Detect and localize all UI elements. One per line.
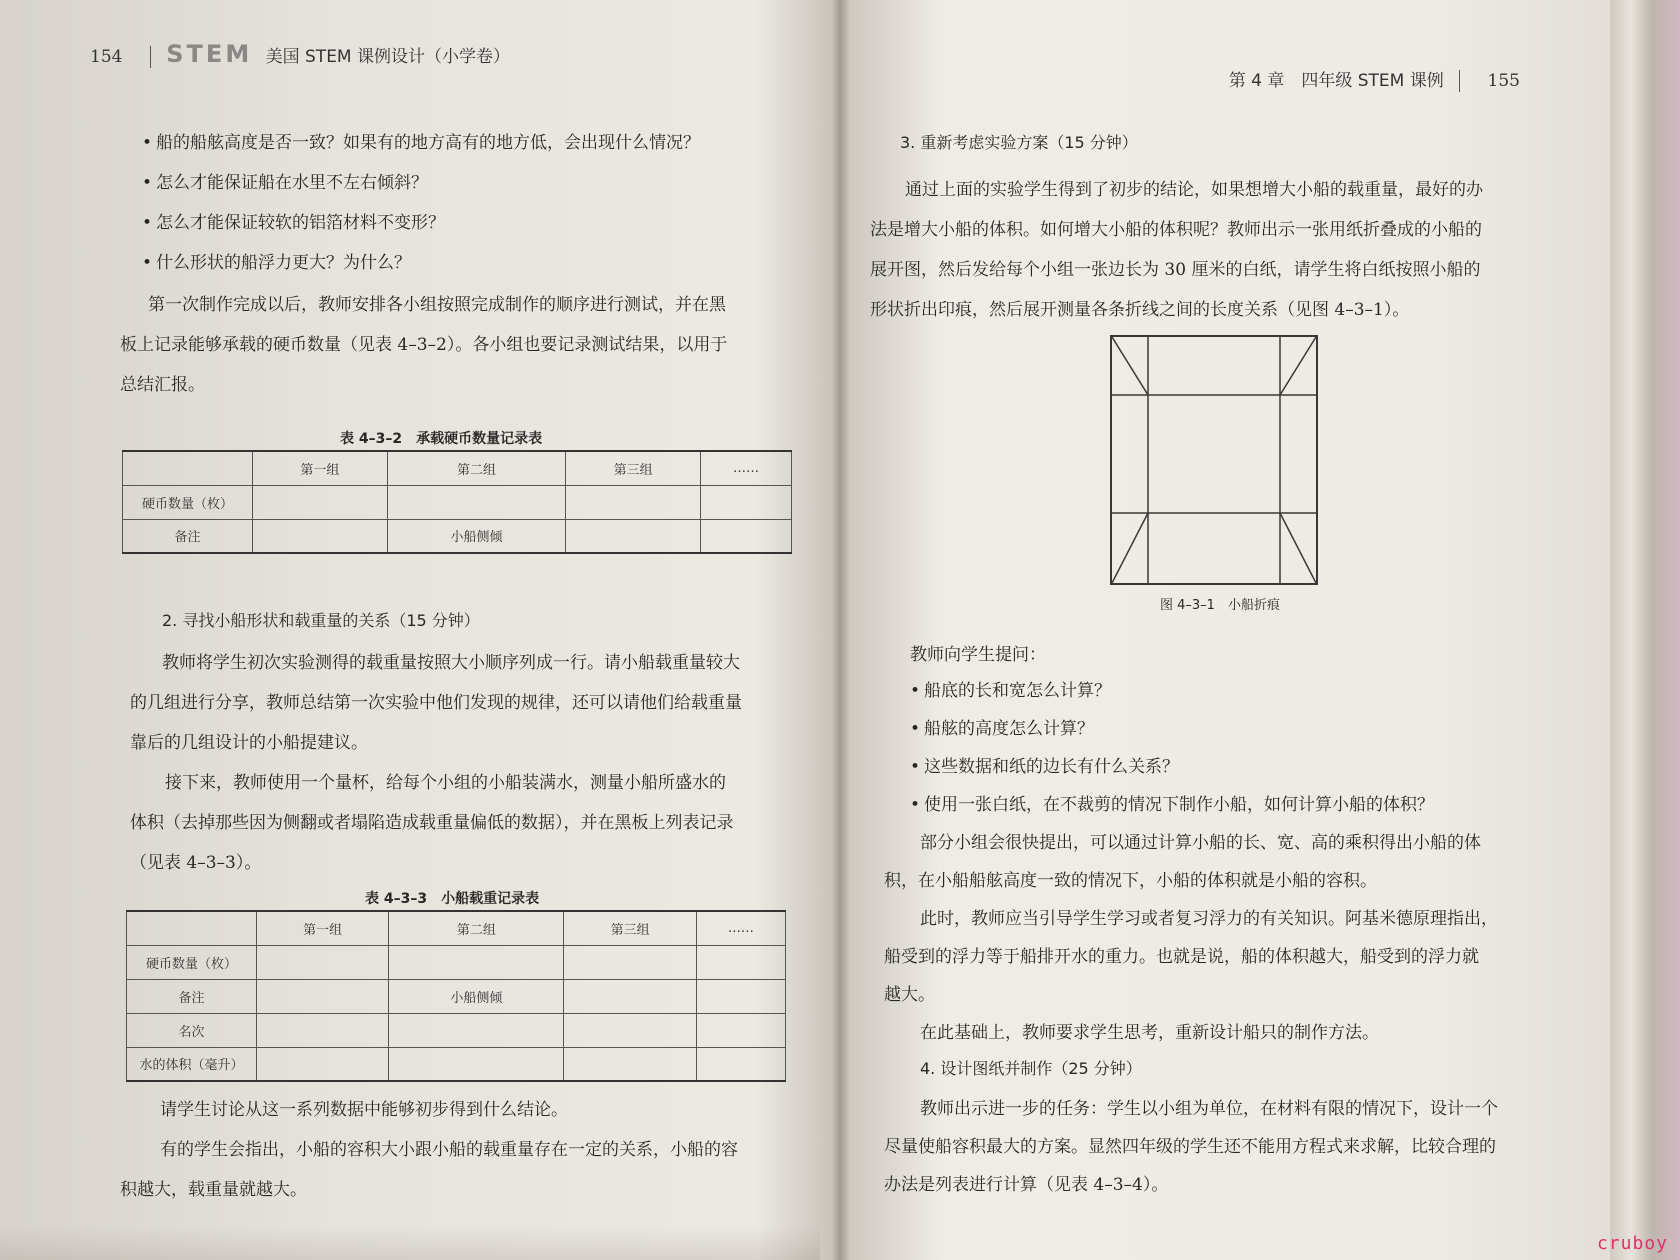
paragraph-line: 积，在小船船舷高度一致的情况下，小船的体积就是小船的容积。 [884, 871, 1377, 891]
paragraph-line: 船受到的浮力等于船排开水的重力。也就是说，船的体积越大，船受到的浮力就 [884, 947, 1479, 967]
bullet-item: • 怎么才能保证船在水里不左右倾斜？ [142, 168, 428, 193]
paragraph-line: 展开图，然后发给每个小组一张边长为 30 厘米的白纸，请学生将白纸按照小船的 [870, 260, 1481, 280]
boat-load-table [126, 910, 786, 1082]
paragraph-line: 的几组进行分享，教师总结第一次实验中他们发现的规律，还可以请他们给载重量 [130, 693, 742, 713]
table-cell: 备注 [127, 979, 257, 1013]
table-cell [257, 1013, 389, 1047]
table-header-cell: …… [701, 451, 792, 485]
bullet-item: • 使用一张白纸，在不裁剪的情况下制作小船，如何计算小船的体积？ [910, 790, 1434, 815]
table-cell: 硬币数量（枚） [127, 945, 257, 979]
stem-logo: STEM [166, 40, 253, 68]
paragraph-line: 尽量使船容积最大的方案。显然四年级的学生还不能用方程式来求解，比较合理的 [884, 1137, 1496, 1157]
page-edge-right [1610, 0, 1680, 1260]
table-header-cell: …… [696, 911, 785, 945]
table-cell [696, 979, 785, 1013]
table-cell [566, 485, 701, 519]
table-cell [253, 519, 388, 553]
table-cell [566, 519, 701, 553]
paragraph-line: 教师向学生提问： [910, 645, 1046, 665]
table-header-cell: 第三组 [564, 911, 696, 945]
table-caption: 表 4–3–3 小船载重记录表 [365, 891, 540, 907]
paragraph-line: 越大。 [884, 985, 935, 1005]
paragraph-line: 第一次制作完成以后，教师安排各小组按照完成制作的顺序进行测试，并在黑 [148, 295, 726, 315]
bullet-item: • 船底的长和宽怎么计算？ [910, 676, 1111, 701]
table-header-cell: 第三组 [566, 451, 701, 485]
bullet-item: • 船舷的高度怎么计算？ [910, 714, 1094, 739]
paragraph-line: 形状折出印痕，然后展开测量各条折线之间的长度关系（见图 4–3–1）。 [870, 300, 1410, 320]
coin-count-table [122, 450, 792, 554]
book-title: 美国 STEM 课例设计（小学卷） [265, 47, 511, 67]
paragraph-line: 有的学生会指出，小船的容积大小跟小船的载重量存在一定的关系，小船的容 [160, 1140, 738, 1160]
table-header-cell: 第一组 [253, 451, 388, 485]
header-divider [150, 46, 151, 68]
paragraph-line: 办法是列表进行计算（见表 4–3–4）。 [884, 1175, 1169, 1195]
table-cell [696, 1013, 785, 1047]
paragraph-line: 法是增大小船的体积。如何增大小船的体积呢？教师出示一张用纸折叠成的小船的 [870, 220, 1482, 240]
table-cell [564, 1047, 696, 1081]
table-cell [389, 945, 564, 979]
paragraph-line: 教师出示进一步的任务：学生以小组为单位，在材料有限的情况下，设计一个 [920, 1099, 1498, 1119]
chapter-header: 第 4 章 四年级 STEM 课例 [1228, 71, 1444, 91]
left-page-number: 154 [90, 47, 123, 67]
table-cell [257, 979, 389, 1013]
table-cell: 水的体积（毫升） [127, 1047, 257, 1081]
watermark-text: cruboy [1596, 1233, 1668, 1254]
table-row [127, 979, 786, 1013]
table-cell: 小船侧倾 [387, 519, 566, 553]
table-row [127, 945, 786, 979]
boat-fold-diagram [1110, 335, 1318, 585]
table-cell [257, 945, 389, 979]
table-header-cell: 第一组 [257, 911, 389, 945]
section-heading: 3. 重新考虑实验方案（15 分钟） [900, 133, 1138, 152]
left-page [90, 0, 830, 1260]
table-header-row [127, 911, 786, 945]
table-cell [701, 519, 792, 553]
right-running-head [1229, 66, 1520, 92]
section-heading: 2. 寻找小船形状和载重量的关系（15 分钟） [162, 611, 480, 630]
table-cell [696, 945, 785, 979]
bullet-item: • 这些数据和纸的边长有什么关系？ [910, 752, 1179, 777]
table-header-cell: 第二组 [387, 451, 566, 485]
paragraph-line: 此时，教师应当引导学生学习或者复习浮力的有关知识。阿基米德原理指出， [920, 909, 1498, 929]
table-cell [389, 1013, 564, 1047]
table-cell [253, 485, 388, 519]
figure-caption: 图 4–3–1 小船折痕 [1160, 598, 1280, 613]
paragraph-line: 积越大，载重量就越大。 [120, 1180, 307, 1200]
table-cell [696, 1047, 785, 1081]
paragraph-line: 在此基础上，教师要求学生思考，重新设计船只的制作方法。 [920, 1023, 1379, 1043]
table-header-cell: 第二组 [389, 911, 564, 945]
paragraph-line: 靠后的几组设计的小船提建议。 [130, 733, 368, 753]
table-cell [564, 1013, 696, 1047]
table-caption: 表 4–3–2 承载硬币数量记录表 [340, 431, 543, 447]
bullet-item: • 什么形状的船浮力更大？为什么？ [142, 248, 411, 273]
page-shadow-bottom [0, 1226, 820, 1260]
paragraph-line: 请学生讨论从这一系列数据中能够初步得到什么结论。 [160, 1100, 568, 1120]
table-cell [257, 1047, 389, 1081]
fold-lines [1112, 337, 1316, 583]
table-cell [701, 485, 792, 519]
table-cell: 硬币数量（枚） [123, 485, 253, 519]
table-cell: 名次 [127, 1013, 257, 1047]
left-running-head [90, 40, 510, 68]
table-row [123, 485, 792, 519]
bullet-item: • 船的船舷高度是否一致？如果有的地方高有的地方低，会出现什么情况？ [142, 128, 700, 153]
paragraph-line: 部分小组会很快提出，可以通过计算小船的长、宽、高的乘积得出小船的体 [920, 833, 1481, 853]
table-cell: 备注 [123, 519, 253, 553]
right-page-number: 155 [1487, 71, 1520, 91]
table-cell [564, 979, 696, 1013]
table-cell: 小船侧倾 [389, 979, 564, 1013]
paragraph-line: 体积（去掉那些因为侧翻或者塌陷造成载重量偏低的数据），并在黑板上列表记录 [130, 813, 734, 833]
section-heading: 4. 设计图纸并制作（25 分钟） [920, 1059, 1142, 1078]
paragraph-line: 总结汇报。 [120, 375, 205, 395]
bullet-item: • 怎么才能保证较软的铝箔材料不变形？ [142, 208, 445, 233]
paragraph-line: 通过上面的实验学生得到了初步的结论，如果想增大小船的载重量，最好的办 [905, 180, 1483, 200]
paragraph-line: 接下来，教师使用一个量杯，给每个小组的小船装满水，测量小船所盛水的 [165, 773, 726, 793]
table-header-row [123, 451, 792, 485]
header-divider [1459, 70, 1460, 92]
paragraph-line: 板上记录能够承载的硬币数量（见表 4–3–2）。各小组也要记录测试结果，以用于 [120, 335, 728, 355]
table-header-cell [123, 451, 253, 485]
table-row [127, 1013, 786, 1047]
table-cell [387, 485, 566, 519]
table-row [123, 519, 792, 553]
table-cell [389, 1047, 564, 1081]
table-header-cell [127, 911, 257, 945]
paragraph-line: （见表 4–3–3）。 [130, 853, 262, 873]
table-cell [564, 945, 696, 979]
table-row [127, 1047, 786, 1081]
right-page [860, 0, 1550, 1260]
paragraph-line: 教师将学生初次实验测得的载重量按照大小顺序列成一行。请小船载重量较大 [162, 653, 740, 673]
